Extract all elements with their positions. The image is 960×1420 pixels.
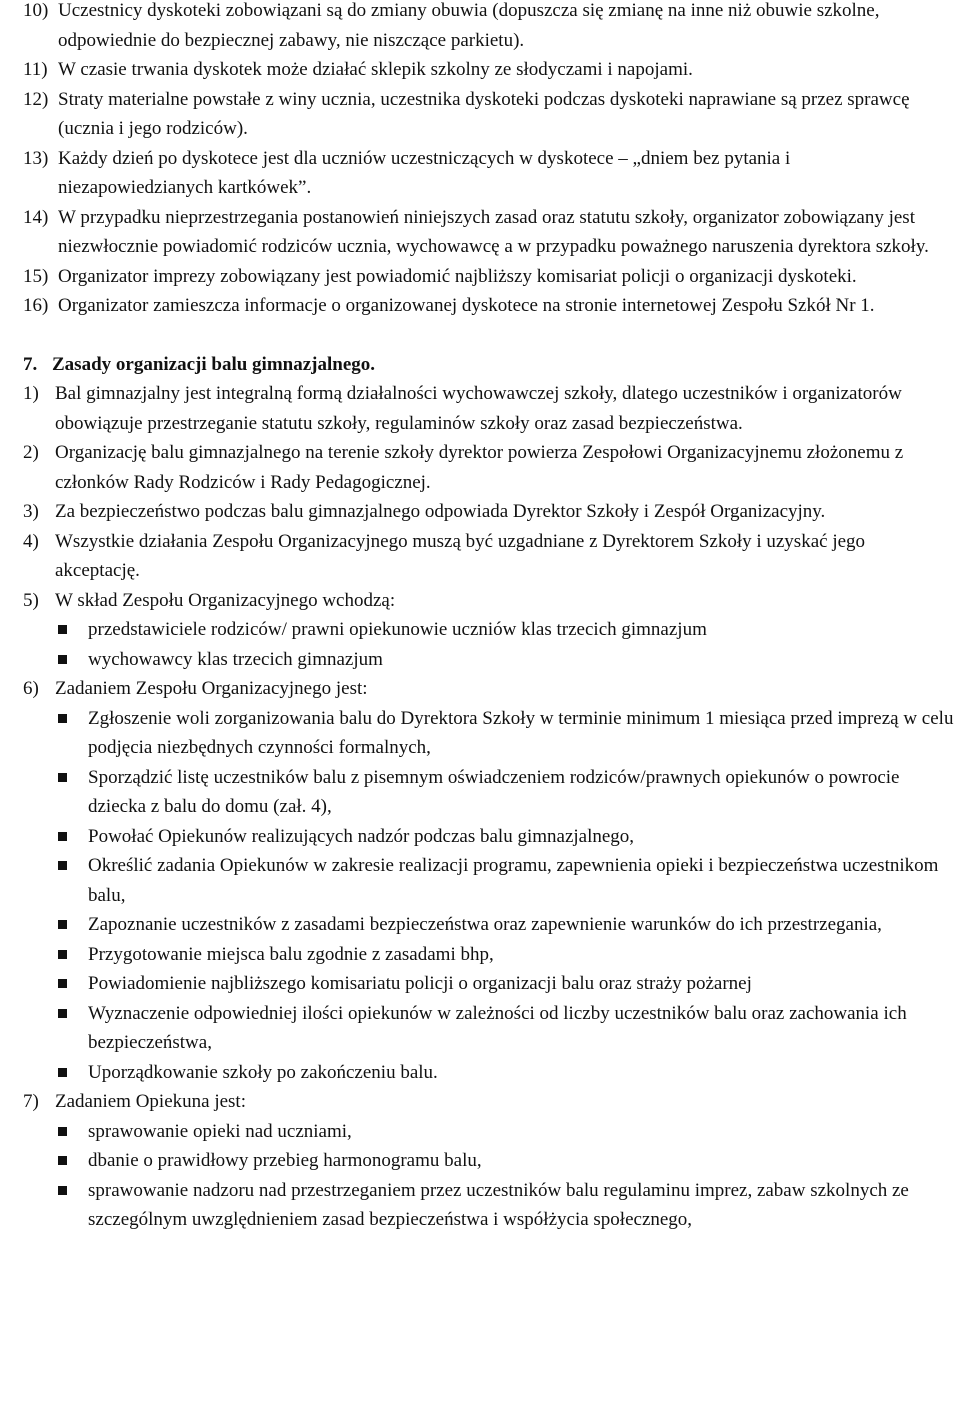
section-title: Zasady organizacji balu gimnazjalnego.: [52, 353, 376, 375]
bullet-item: [0, 969, 960, 999]
list-item-text: Zadaniem Opiekuna jest:: [55, 1091, 246, 1112]
bullet-item: [0, 763, 960, 822]
square-bullet-icon: [55, 1146, 88, 1176]
bullet-list: [0, 1117, 960, 1235]
list-item-text: Organizator zamieszcza informacje o organizowanej dyskotece na stronie internetowej Zespołu Szkół Nr 1.: [58, 295, 875, 316]
list-item-text: Organizator imprezy zobowiązany jest powiadomić najbliższy komisariat policji o organizacji dyskoteki.: [58, 265, 857, 287]
square-bullet-icon: [55, 969, 88, 999]
list-item-text: W czasie trwania dyskotek może działać sklepik szkolny ze słodyczami i napojami.: [58, 59, 693, 80]
list-item-number: 4): [23, 530, 39, 552]
square-bullet-icon: [55, 645, 88, 675]
section-heading: [0, 350, 960, 380]
list-item: [0, 203, 960, 262]
list-item: [0, 586, 960, 616]
list-item-number: 5): [23, 589, 39, 611]
list-item-text: Bal gimnazjalny jest integralną formą działalności wychowawczej szkoły, dlatego uczestników i organizatorów obowiązuje przestrzeganie statutu szkoły, regulaminów szkoły oraz zasad bezpieczeństwa.: [55, 383, 902, 434]
list-item: [0, 379, 960, 438]
list-item-number: 2): [23, 442, 39, 463]
square-bullet-icon: [55, 910, 88, 940]
square-bullet-icon: [55, 704, 88, 763]
list-item: [0, 497, 960, 527]
bullet-item: [0, 704, 960, 763]
section-number: 7.: [23, 353, 38, 375]
list-item-text: Organizację balu gimnazjalnego na terenie szkoły dyrektor powierza Zespołowi Organizacyjnemu złożonemu z członków Rady Rodziców i Rady Pedagogicznej.: [55, 442, 904, 493]
bullet-text: Zapoznanie uczestników z zasadami bezpieczeństwa oraz zapewnienie warunków do ich przestrzegania,: [88, 914, 882, 935]
bullet-text: Uporządkowanie szkoły po zakończeniu balu.: [88, 1061, 438, 1083]
list-item: [0, 674, 960, 704]
bullet-item: [0, 1117, 960, 1147]
bullet-list: [0, 704, 960, 1088]
list-item-number: 12): [23, 88, 49, 110]
square-bullet-icon: [55, 763, 88, 822]
list-item-number: 3): [23, 501, 39, 522]
list-item: [0, 144, 960, 203]
list-item-number: 7): [23, 1091, 39, 1112]
list-item-number: 14): [23, 206, 49, 228]
list-item: [0, 438, 960, 497]
bullet-item: [0, 999, 960, 1058]
bullet-item: [0, 851, 960, 910]
list-item-number: 1): [23, 383, 39, 404]
bullet-item: [0, 615, 960, 645]
list-item: [0, 291, 960, 321]
bullet-text: Określić zadania Opiekunów w zakresie realizacji programu, zapewnienia opieki i bezpieczeństwa uczestnikom balu,: [88, 855, 939, 906]
square-bullet-icon: [55, 1058, 88, 1088]
square-bullet-icon: [55, 1176, 88, 1235]
square-bullet-icon: [55, 851, 88, 910]
list-item-number: 11): [23, 59, 48, 80]
list-item-number: 10): [23, 0, 49, 21]
list-item-text: Każdy dzień po dyskotece jest dla uczniów uczestniczących w dyskotece – „dniem bez pytania i niezapowiedzianych kartkówek”.: [58, 147, 791, 198]
list-item-text: Za bezpieczeństwo podczas balu gimnazjalnego odpowiada Dyrektor Szkoły i Zespół Organizacyjny.: [55, 501, 826, 522]
bullet-text: przedstawiciele rodziców/ prawni opiekunowie uczniów klas trzecich gimnazjum: [88, 619, 707, 640]
list-item: [0, 0, 960, 55]
bullet-item: [0, 1146, 960, 1176]
bullet-text: wychowawcy klas trzecich gimnazjum: [88, 648, 383, 670]
list-item: [0, 527, 960, 586]
list-item: [0, 1087, 960, 1117]
list-item: [0, 262, 960, 292]
list-item-number: 13): [23, 147, 49, 169]
list-item-text: W przypadku nieprzestrzegania postanowień niniejszych zasad oraz statutu szkoły, organizator zobowiązany jest niezwłocznie powiadomić rodziców ucznia, wychowawcę a w przypadku poważnego naruszenia dyrektora szkoły.: [58, 206, 929, 257]
bullet-item: [0, 910, 960, 940]
list-item-text: Zadaniem Zespołu Organizacyjnego jest:: [55, 678, 368, 699]
bullet-text: dbanie o prawidłowy przebieg harmonogramu balu,: [88, 1150, 482, 1171]
bullet-text: Powołać Opiekunów realizujących nadzór podczas balu gimnazjalnego,: [88, 825, 635, 847]
list-item-number: 16): [23, 295, 49, 316]
bullet-list: [0, 615, 960, 674]
bullet-text: sprawowanie opieki nad uczniami,: [88, 1120, 352, 1142]
square-bullet-icon: [55, 1117, 88, 1147]
bullet-item: [0, 940, 960, 970]
bullet-item: [0, 822, 960, 852]
bullet-text: Zgłoszenie woli zorganizowania balu do Dyrektora Szkoły w terminie minimum 1 miesiąca przed imprezą w celu podjęcia niezbędnych czynności formalnych,: [88, 707, 954, 758]
list-item-number: 15): [23, 265, 49, 287]
bullet-text: Wyznaczenie odpowiedniej ilości opiekunów w zależności od liczby uczestników balu oraz zachowania ich bezpieczeństwa,: [88, 1002, 907, 1053]
square-bullet-icon: [55, 999, 88, 1058]
bullet-item: [0, 1058, 960, 1088]
list-item-text: Straty materialne powstałe z winy ucznia, uczestnika dyskoteki podczas dyskoteki naprawiane są przez sprawcę (ucznia i jego rodziców).: [58, 88, 910, 139]
list-item: [0, 85, 960, 144]
bullet-item: [0, 1176, 960, 1235]
rules-list-bal: [0, 379, 960, 1235]
list-item-number: 6): [23, 678, 39, 699]
list-item-text: W skład Zespołu Organizacyjnego wchodzą:: [55, 589, 396, 611]
bullet-item: [0, 645, 960, 675]
square-bullet-icon: [55, 615, 88, 645]
bullet-text: Sporządzić listę uczestników balu z pisemnym oświadczeniem rodziców/prawnych opiekunów o powrocie dziecka z balu do domu (zał. 4),: [88, 766, 900, 817]
bullet-text: sprawowanie nadzoru nad przestrzeganiem przez uczestników balu regulaminu imprez, zabaw szkolnych ze szczególnym uwzględnieniem zasad bezpieczeństwa i współżycia społecznego,: [88, 1179, 909, 1230]
list-item-text: Wszystkie działania Zespołu Organizacyjnego muszą być uzgadniane z Dyrektorem Szkoły i uzyskać jego akceptację.: [55, 530, 866, 581]
bullet-text: Powiadomienie najbliższego komisariatu policji o organizacji balu oraz straży pożarnej: [88, 973, 752, 994]
list-item-text: Uczestnicy dyskoteki zobowiązani są do zmiany obuwia (dopuszcza się zmianę na inne niż obuwie szkolne, odpowiednie do bezpiecznej zabawy, nie niszczące parkietu).: [58, 0, 880, 51]
square-bullet-icon: [55, 822, 88, 852]
bullet-text: Przygotowanie miejsca balu zgodnie z zasadami bhp,: [88, 943, 494, 965]
rules-list-dyskoteki: [0, 0, 960, 321]
list-item: [0, 55, 960, 85]
square-bullet-icon: [55, 940, 88, 970]
